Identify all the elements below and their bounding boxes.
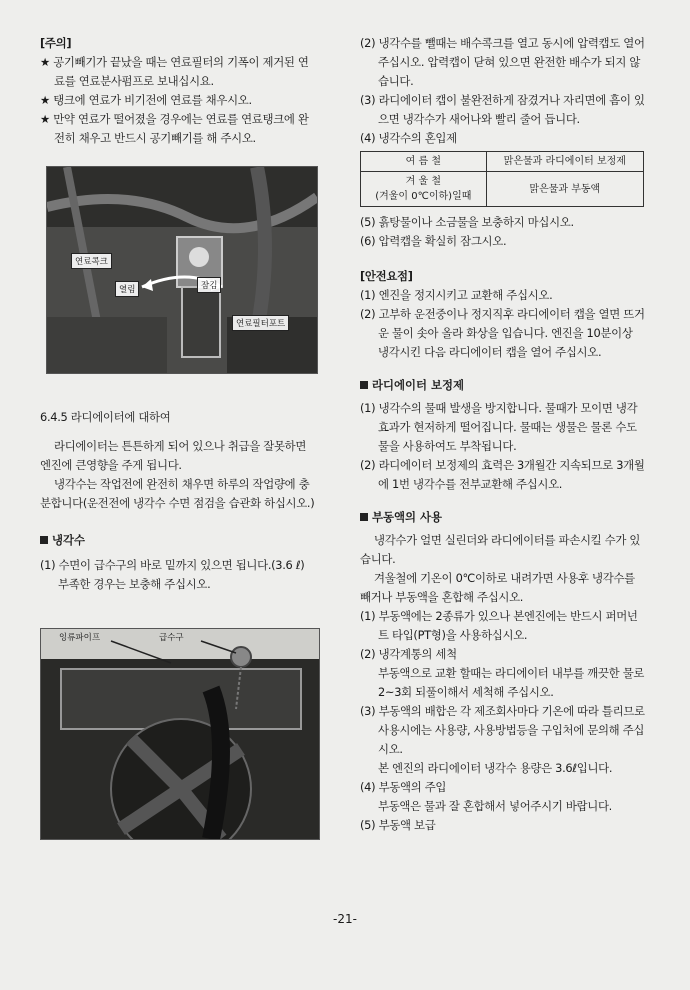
- coolant-heading: [40, 531, 318, 550]
- item-text: 부동액의 배합은 각 제조회사마다 기온에 따라 틀리므로 사용시에는 사용량, 사용방법등을 구입처에 문의해 주십시오.: [378, 704, 645, 756]
- item-number: (3): [360, 93, 376, 107]
- filter-pot-label: 연료필터포트: [232, 315, 289, 331]
- table-row: [361, 172, 644, 207]
- item-number: (4): [360, 780, 376, 794]
- antifreeze-heading: [360, 508, 646, 527]
- radiator-paragraph: 라디에이터는 튼튼하게 되어 있으나 취급을 잘못하면 엔진에 큰영향을 주게 됩니다.: [40, 439, 307, 472]
- filler-port-label: 급수구: [159, 633, 184, 643]
- antifreeze-item: [360, 816, 646, 835]
- item-number: (2): [360, 307, 376, 321]
- caution-item: ★ 탱크에 연료가 비기전에 연료를 채우시오.: [40, 93, 252, 107]
- table-row: [361, 152, 644, 172]
- coolant-item: [360, 232, 646, 251]
- item-number: (5): [360, 818, 376, 832]
- item-text: 냉각계통의 세척: [378, 647, 457, 661]
- item-number: (2): [360, 458, 376, 472]
- safety-item: [360, 305, 646, 362]
- square-bullet-icon: [40, 536, 48, 544]
- coolant-heading-text: 냉각수: [52, 533, 86, 547]
- item-number: (1): [360, 609, 376, 623]
- table-cell: 맑은물과 부동액: [486, 172, 643, 207]
- item-text: 라디에이터 보정제의 효력은 3개월간 지속되므로 3개월에 1번 냉각수를 전부교환해 주십시오.: [378, 458, 645, 491]
- item-number: (1): [360, 288, 376, 302]
- item-text: 부동액의 주입: [378, 780, 447, 794]
- antifreeze-item-detail: 부동액은 물과 잘 혼합해서 넣어주시기 바랍니다.: [378, 799, 612, 813]
- close-label: 잠김: [197, 277, 221, 293]
- item-text: 엔진을 정지시키고 교환해 주십시오.: [378, 288, 553, 302]
- conditioner-heading: [360, 376, 646, 395]
- item-text: 고부하 운전중이나 정지직후 라디에이터 캡을 열면 뜨거운 물이 솟아 올라 화상을 입습니다. 엔진을 10분이상 냉각시킨 다음 라디에이터 캡을 열어 주십시오.: [378, 307, 645, 359]
- antifreeze-item: [360, 702, 646, 759]
- page-number: -21-: [333, 912, 357, 926]
- antifreeze-heading-text: 부동액의 사용: [372, 510, 442, 524]
- overflow-pipe-label: 잉류파이프: [59, 633, 101, 643]
- item-number: (1): [360, 401, 376, 415]
- fuel-cock-label: 연료콕크: [71, 253, 112, 269]
- item-text: 부동액 보급: [378, 818, 436, 832]
- antifreeze-item: [360, 778, 646, 797]
- radiator-paragraph: 냉각수는 작업전에 완전히 채우면 하루의 작업량에 충분합니다(운전전에 냉각수 수면 점검을 습관화 하십시오.): [40, 477, 315, 510]
- section-title: 6.4.5 라디에이터에 대하여: [40, 410, 171, 424]
- item-text: 냉각수의 물때 발생을 방지합니다. 물때가 모이면 냉각효과가 현저하게 떨어집니다. 물때는 생물은 물론 수도물을 사용하여도 부착됩니다.: [378, 401, 638, 453]
- item-number: (5): [360, 215, 376, 229]
- coolant-item: [360, 34, 646, 91]
- item-text: 냉각수를 뺄때는 배수콕크를 열고 동시에 압력캡도 열어 주십시오. 압력캡이 닫혀 있으면 완전한 배수가 되지 않습니다.: [378, 36, 645, 88]
- caution-heading: [주의]: [40, 36, 72, 50]
- radiator-photo: [40, 628, 320, 840]
- antifreeze-item-detail: 본 엔진의 라디에이터 냉각수 용량은 3.6ℓ입니다.: [378, 761, 613, 775]
- safety-heading: [안전요점]: [360, 269, 413, 283]
- coolant-item: [360, 213, 646, 232]
- table-cell: 여 름 철: [361, 152, 487, 172]
- antifreeze-item-detail: 부동액으로 교환 할때는 라디에이터 내부를 깨끗한 물로 2~3회 되풀이해서 세척해 주십시오.: [378, 666, 645, 699]
- conditioner-item: [360, 456, 646, 494]
- antifreeze-paragraph: 겨울철에 기온이 0℃이하로 내려가면 사용후 냉각수를 빼거나 부동액을 혼합해 주십시오.: [360, 571, 635, 604]
- coolant-item: [360, 91, 646, 129]
- safety-item: [360, 286, 646, 305]
- fuel-filter-illustration: [47, 167, 317, 373]
- item-number: (2): [360, 36, 376, 50]
- conditioner-item: [360, 399, 646, 456]
- coolant-item-continued: 부족한 경우는 보충해 주십시오.: [58, 577, 211, 591]
- winter-label: 겨 울 철: [405, 176, 441, 187]
- item-text: 냉각수의 혼입제: [378, 131, 457, 145]
- fuel-filter-photo: [46, 166, 318, 374]
- item-text: 부동액에는 2종류가 있으나 본엔진에는 반드시 퍼머넌트 타입(PT형)을 사용하십시오.: [378, 609, 638, 642]
- coolant-item: [360, 129, 646, 148]
- item-number: (6): [360, 234, 376, 248]
- table-cell: [361, 172, 487, 207]
- antifreeze-item: [360, 607, 646, 645]
- item-number: (2): [360, 647, 376, 661]
- caution-item: ★ 공기빼기가 끝났을 때는 연료필터의 기폭이 제거된 연료를 연료분사펌프로 보내십시요.: [40, 55, 309, 88]
- right-column: [360, 34, 646, 835]
- left-column: [40, 34, 318, 840]
- item-number: (4): [360, 131, 376, 145]
- table-cell: 맑은물과 라디에이터 보정제: [486, 152, 643, 172]
- radiator-illustration: [41, 629, 319, 839]
- square-bullet-icon: [360, 381, 368, 389]
- caution-item: ★ 만약 연료가 떨어졌을 경우에는 연료를 연료탱크에 완전히 채우고 반드시 공기빼기를 해 주시오.: [40, 112, 309, 145]
- open-label: 열림: [115, 281, 139, 297]
- coolant-mix-table: [360, 151, 644, 207]
- square-bullet-icon: [360, 513, 368, 521]
- conditioner-heading-text: 라디에이터 보정제: [372, 378, 464, 392]
- item-text: 흙탕물이나 소금물을 보충하지 마십시오.: [378, 215, 574, 229]
- item-number: (3): [360, 704, 376, 718]
- antifreeze-paragraph: 냉각수가 얼면 실린더와 라디에이터를 파손시킬 수가 있습니다.: [360, 533, 641, 566]
- coolant-item: (1) 수면이 급수구의 바로 밑까지 있으면 됩니다.(3.6 ℓ): [40, 558, 305, 572]
- item-text: 압력캡을 확실히 잠그시오.: [378, 234, 507, 248]
- winter-condition: (겨울이 0℃이하)일때: [375, 191, 472, 202]
- item-text: 라디에이터 캡이 불완전하게 잠겼거나 자리면에 흠이 있으면 냉각수가 새어나와 빨리 줄어 듭니다.: [378, 93, 645, 126]
- antifreeze-item: [360, 645, 646, 664]
